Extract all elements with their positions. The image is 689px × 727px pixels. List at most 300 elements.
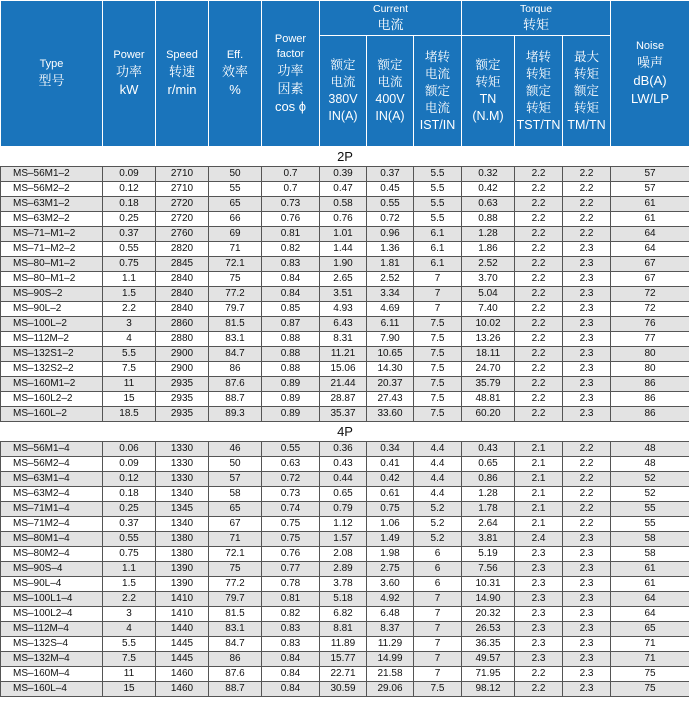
- cell-power-factor: 0.89: [262, 392, 320, 407]
- cell-power-factor: 0.81: [262, 592, 320, 607]
- cell-rated-torque: 14.90: [462, 592, 515, 607]
- cell-speed: 1410: [156, 607, 209, 622]
- cell-type: MS–160M1–2: [1, 377, 103, 392]
- cell-eff: 75: [209, 272, 262, 287]
- table-row: [1, 272, 689, 287]
- cell-tst-ratio: 2.2: [515, 242, 563, 257]
- cell-tst-ratio: 2.3: [515, 607, 563, 622]
- cell-rated-torque: 10.31: [462, 577, 515, 592]
- cell-rated-torque: 1.28: [462, 487, 515, 502]
- cell-rated-torque: 0.65: [462, 457, 515, 472]
- cell-eff: 55: [209, 182, 262, 197]
- table-row: [1, 392, 689, 407]
- header-tst: [515, 36, 563, 147]
- cell-rated-torque: 36.35: [462, 637, 515, 652]
- cell-rated-torque: 10.02: [462, 317, 515, 332]
- cell-power-factor: 0.84: [262, 272, 320, 287]
- cell-tst-ratio: 2.2: [515, 167, 563, 182]
- cell-tst-ratio: 2.2: [515, 302, 563, 317]
- cell-rated-torque: 48.81: [462, 392, 515, 407]
- cell-ist-ratio: 7.5: [414, 362, 462, 377]
- cell-eff: 79.7: [209, 302, 262, 317]
- cell-noise: 71: [611, 652, 689, 667]
- cell-tst-ratio: 2.2: [515, 332, 563, 347]
- cell-noise: 67: [611, 257, 689, 272]
- cell-current-380v: 35.37: [320, 407, 367, 422]
- cell-eff: 71: [209, 532, 262, 547]
- table-row: [1, 257, 689, 272]
- cell-tst-ratio: 2.3: [515, 652, 563, 667]
- cell-current-380v: 11.89: [320, 637, 367, 652]
- cell-power-factor: 0.73: [262, 197, 320, 212]
- cell-tst-ratio: 2.2: [515, 392, 563, 407]
- cell-power: 11: [103, 667, 156, 682]
- cell-ist-ratio: 7: [414, 287, 462, 302]
- cell-current-380v: 0.43: [320, 457, 367, 472]
- cell-speed: 2820: [156, 242, 209, 257]
- cell-rated-torque: 18.11: [462, 347, 515, 362]
- cell-ist-ratio: 6.1: [414, 227, 462, 242]
- cell-current-380v: 0.65: [320, 487, 367, 502]
- cell-ist-ratio: 7.5: [414, 347, 462, 362]
- cell-tm-ratio: 2.2: [563, 517, 611, 532]
- header-current-en: Current: [373, 3, 409, 15]
- cell-type: MS–100L2–4: [1, 607, 103, 622]
- cell-noise: 71: [611, 637, 689, 652]
- cell-speed: 1345: [156, 502, 209, 517]
- cell-power: 4: [103, 332, 156, 347]
- cell-current-400v: 0.37: [367, 167, 414, 182]
- header-tn: [462, 36, 515, 147]
- cell-current-380v: 21.44: [320, 377, 367, 392]
- cell-speed: 2935: [156, 377, 209, 392]
- cell-current-380v: 1.57: [320, 532, 367, 547]
- cell-current-380v: 1.12: [320, 517, 367, 532]
- table-row: [1, 167, 689, 182]
- cell-ist-ratio: 5.2: [414, 532, 462, 547]
- cell-ist-ratio: 5.5: [414, 167, 462, 182]
- cell-current-400v: 6.11: [367, 317, 414, 332]
- header-ist-l4: 电流: [425, 100, 451, 115]
- cell-tst-ratio: 2.2: [515, 257, 563, 272]
- header-ist: [414, 36, 462, 147]
- cell-ist-ratio: 7: [414, 592, 462, 607]
- cell-rated-torque: 0.32: [462, 167, 515, 182]
- cell-noise: 57: [611, 182, 689, 197]
- header-pf-cn1: 功率: [277, 62, 304, 78]
- cell-speed: 1330: [156, 472, 209, 487]
- cell-eff: 72.1: [209, 547, 262, 562]
- cell-speed: 1460: [156, 667, 209, 682]
- cell-power-factor: 0.82: [262, 607, 320, 622]
- header-i400: [367, 36, 414, 147]
- cell-rated-torque: 0.86: [462, 472, 515, 487]
- header-torque-group: [462, 1, 611, 36]
- cell-type: MS–100L1–4: [1, 592, 103, 607]
- cell-current-380v: 4.93: [320, 302, 367, 317]
- header-power-cn: 功率: [115, 64, 142, 79]
- table-row: [1, 592, 689, 607]
- cell-type: MS–80M2–4: [1, 547, 103, 562]
- cell-type: MS–71M2–4: [1, 517, 103, 532]
- cell-power-factor: 0.89: [262, 407, 320, 422]
- cell-current-380v: 0.58: [320, 197, 367, 212]
- cell-type: MS–56M2–2: [1, 182, 103, 197]
- cell-tm-ratio: 2.2: [563, 227, 611, 242]
- header-current-cn: 电流: [377, 17, 404, 32]
- header-i400-l1: 额定: [377, 58, 403, 72]
- cell-speed: 1380: [156, 547, 209, 562]
- cell-tm-ratio: 2.2: [563, 167, 611, 182]
- cell-current-380v: 5.18: [320, 592, 367, 607]
- cell-current-380v: 11.21: [320, 347, 367, 362]
- table-body: [1, 147, 689, 697]
- cell-noise: 61: [611, 212, 689, 227]
- cell-tst-ratio: 2.1: [515, 502, 563, 517]
- cell-tm-ratio: 2.2: [563, 197, 611, 212]
- cell-eff: 69: [209, 227, 262, 242]
- cell-power-factor: 0.84: [262, 682, 320, 697]
- cell-current-400v: 1.06: [367, 517, 414, 532]
- cell-tm-ratio: 2.3: [563, 637, 611, 652]
- cell-tm-ratio: 2.3: [563, 377, 611, 392]
- cell-speed: 2840: [156, 287, 209, 302]
- cell-speed: 2710: [156, 182, 209, 197]
- cell-current-380v: 0.44: [320, 472, 367, 487]
- cell-rated-torque: 49.57: [462, 652, 515, 667]
- header-tst-l2: 转矩: [526, 66, 552, 81]
- cell-current-400v: 20.37: [367, 377, 414, 392]
- cell-current-380v: 15.06: [320, 362, 367, 377]
- header-power: [103, 1, 156, 147]
- cell-ist-ratio: 7.5: [414, 377, 462, 392]
- cell-power: 4: [103, 622, 156, 637]
- section-header-4p: [1, 422, 689, 442]
- cell-tst-ratio: 2.2: [515, 272, 563, 287]
- cell-type: MS–132S1–2: [1, 347, 103, 362]
- header-tst-l4: 转矩: [526, 100, 552, 115]
- cell-tst-ratio: 2.1: [515, 457, 563, 472]
- cell-power-factor: 0.84: [262, 287, 320, 302]
- cell-tm-ratio: 2.3: [563, 682, 611, 697]
- header-i400-l2: 电流: [377, 75, 403, 89]
- cell-rated-torque: 60.20: [462, 407, 515, 422]
- header-tn-l3: TN: [479, 92, 497, 106]
- cell-rated-torque: 2.64: [462, 517, 515, 532]
- header-tn-l1: 额定: [475, 58, 501, 72]
- cell-speed: 2935: [156, 392, 209, 407]
- cell-noise: 65: [611, 622, 689, 637]
- cell-tst-ratio: 2.3: [515, 637, 563, 652]
- cell-rated-torque: 0.42: [462, 182, 515, 197]
- cell-noise: 57: [611, 167, 689, 182]
- cell-tst-ratio: 2.4: [515, 532, 563, 547]
- cell-power: 0.12: [103, 182, 156, 197]
- cell-noise: 64: [611, 607, 689, 622]
- cell-ist-ratio: 7.5: [414, 407, 462, 422]
- cell-ist-ratio: 7.5: [414, 682, 462, 697]
- cell-type: MS–56M1–4: [1, 442, 103, 457]
- cell-eff: 84.7: [209, 347, 262, 362]
- cell-current-400v: 6.48: [367, 607, 414, 622]
- section-label: 4P: [1, 422, 689, 442]
- cell-current-380v: 8.31: [320, 332, 367, 347]
- header-tm-l4: 转矩: [574, 100, 600, 115]
- cell-power: 3: [103, 607, 156, 622]
- cell-type: MS–132S–4: [1, 637, 103, 652]
- cell-ist-ratio: 5.2: [414, 517, 462, 532]
- cell-current-400v: 0.72: [367, 212, 414, 227]
- cell-power: 1.5: [103, 287, 156, 302]
- cell-type: MS–63M2–2: [1, 212, 103, 227]
- cell-ist-ratio: 7.5: [414, 392, 462, 407]
- cell-current-400v: 2.52: [367, 272, 414, 287]
- cell-noise: 55: [611, 517, 689, 532]
- cell-noise: 64: [611, 242, 689, 257]
- cell-eff: 57: [209, 472, 262, 487]
- header-noise-unit1: dB(A): [633, 73, 667, 88]
- cell-type: MS–160M–4: [1, 667, 103, 682]
- cell-current-400v: 4.69: [367, 302, 414, 317]
- cell-ist-ratio: 7.5: [414, 332, 462, 347]
- cell-current-380v: 0.36: [320, 442, 367, 457]
- cell-speed: 2720: [156, 197, 209, 212]
- cell-eff: 67: [209, 517, 262, 532]
- cell-rated-torque: 7.40: [462, 302, 515, 317]
- cell-power-factor: 0.76: [262, 212, 320, 227]
- cell-power: 0.25: [103, 212, 156, 227]
- header-power-unit: kW: [119, 82, 139, 97]
- cell-power: 1.1: [103, 272, 156, 287]
- cell-power: 0.55: [103, 532, 156, 547]
- cell-power: 7.5: [103, 362, 156, 377]
- cell-tst-ratio: 2.2: [515, 362, 563, 377]
- cell-power-factor: 0.83: [262, 622, 320, 637]
- table-row: [1, 487, 689, 502]
- cell-noise: 55: [611, 502, 689, 517]
- cell-power: 15: [103, 392, 156, 407]
- header-torque-cn: 转矩: [523, 17, 550, 32]
- cell-current-400v: 0.45: [367, 182, 414, 197]
- cell-noise: 72: [611, 287, 689, 302]
- cell-power-factor: 0.88: [262, 362, 320, 377]
- cell-current-400v: 0.61: [367, 487, 414, 502]
- cell-ist-ratio: 7: [414, 607, 462, 622]
- cell-rated-torque: 0.63: [462, 197, 515, 212]
- cell-power-factor: 0.84: [262, 667, 320, 682]
- cell-power-factor: 0.72: [262, 472, 320, 487]
- cell-tst-ratio: 2.2: [515, 377, 563, 392]
- cell-ist-ratio: 7: [414, 652, 462, 667]
- cell-speed: 1390: [156, 562, 209, 577]
- header-tm-l1: 最大: [574, 49, 600, 64]
- cell-noise: 61: [611, 197, 689, 212]
- table-row: [1, 652, 689, 667]
- cell-type: MS–63M2–4: [1, 487, 103, 502]
- cell-current-380v: 0.39: [320, 167, 367, 182]
- cell-eff: 88.7: [209, 392, 262, 407]
- cell-rated-torque: 5.04: [462, 287, 515, 302]
- cell-speed: 2710: [156, 167, 209, 182]
- cell-noise: 64: [611, 227, 689, 242]
- cell-eff: 88.7: [209, 682, 262, 697]
- cell-power-factor: 0.73: [262, 487, 320, 502]
- cell-power-factor: 0.85: [262, 302, 320, 317]
- cell-power: 0.55: [103, 242, 156, 257]
- cell-current-400v: 4.92: [367, 592, 414, 607]
- cell-power-factor: 0.82: [262, 242, 320, 257]
- cell-current-400v: 0.41: [367, 457, 414, 472]
- header-power-en: Power: [113, 49, 145, 61]
- cell-noise: 80: [611, 362, 689, 377]
- cell-current-400v: 0.42: [367, 472, 414, 487]
- cell-ist-ratio: 7.5: [414, 317, 462, 332]
- cell-tst-ratio: 2.1: [515, 487, 563, 502]
- cell-type: MS–56M2–4: [1, 457, 103, 472]
- header-speed-cn: 转速: [168, 64, 195, 79]
- table-row: [1, 197, 689, 212]
- cell-tm-ratio: 2.3: [563, 667, 611, 682]
- cell-type: MS–90S–2: [1, 287, 103, 302]
- cell-power-factor: 0.88: [262, 347, 320, 362]
- cell-current-380v: 28.87: [320, 392, 367, 407]
- cell-power: 0.09: [103, 457, 156, 472]
- header-ist-l2: 电流: [425, 66, 451, 81]
- cell-eff: 87.6: [209, 377, 262, 392]
- cell-current-400v: 0.96: [367, 227, 414, 242]
- cell-power: 0.18: [103, 197, 156, 212]
- cell-ist-ratio: 4.4: [414, 487, 462, 502]
- cell-eff: 86: [209, 652, 262, 667]
- table-row: [1, 547, 689, 562]
- cell-eff: 50: [209, 457, 262, 472]
- cell-noise: 75: [611, 682, 689, 697]
- cell-type: MS–160L–2: [1, 407, 103, 422]
- cell-current-380v: 30.59: [320, 682, 367, 697]
- cell-speed: 1390: [156, 577, 209, 592]
- header-i380-l4: IN(A): [328, 109, 358, 123]
- cell-current-400v: 2.75: [367, 562, 414, 577]
- cell-ist-ratio: 5.5: [414, 182, 462, 197]
- header-ist-l3: 额定: [425, 83, 451, 98]
- header-pf-en1: Power: [274, 32, 307, 45]
- cell-speed: 1340: [156, 487, 209, 502]
- cell-tst-ratio: 2.2: [515, 317, 563, 332]
- cell-rated-torque: 20.32: [462, 607, 515, 622]
- cell-rated-torque: 24.70: [462, 362, 515, 377]
- cell-type: MS–90S–4: [1, 562, 103, 577]
- cell-power: 5.5: [103, 637, 156, 652]
- table-row: [1, 242, 689, 257]
- table-row: [1, 212, 689, 227]
- cell-type: MS–56M1–2: [1, 167, 103, 182]
- cell-noise: 72: [611, 302, 689, 317]
- cell-noise: 61: [611, 562, 689, 577]
- cell-tm-ratio: 2.3: [563, 287, 611, 302]
- cell-type: MS–132S2–2: [1, 362, 103, 377]
- table-row: [1, 577, 689, 592]
- cell-tst-ratio: 2.1: [515, 472, 563, 487]
- cell-tst-ratio: 2.1: [515, 442, 563, 457]
- cell-eff: 83.1: [209, 622, 262, 637]
- cell-ist-ratio: 4.4: [414, 442, 462, 457]
- cell-speed: 2845: [156, 257, 209, 272]
- cell-tm-ratio: 2.3: [563, 652, 611, 667]
- table-row: [1, 682, 689, 697]
- cell-type: MS–90L–4: [1, 577, 103, 592]
- cell-current-380v: 0.76: [320, 212, 367, 227]
- cell-rated-torque: 5.19: [462, 547, 515, 562]
- cell-tm-ratio: 2.2: [563, 457, 611, 472]
- cell-noise: 58: [611, 547, 689, 562]
- cell-speed: 2900: [156, 347, 209, 362]
- cell-power: 0.06: [103, 442, 156, 457]
- cell-noise: 77: [611, 332, 689, 347]
- cell-noise: 52: [611, 472, 689, 487]
- header-tm-l2: 转矩: [574, 66, 600, 81]
- cell-current-400v: 10.65: [367, 347, 414, 362]
- header-pf-cn2: 因素: [277, 80, 304, 96]
- cell-eff: 66: [209, 212, 262, 227]
- cell-tst-ratio: 2.3: [515, 622, 563, 637]
- cell-type: MS–71–M1–2: [1, 227, 103, 242]
- cell-tst-ratio: 2.2: [515, 182, 563, 197]
- cell-power-factor: 0.74: [262, 502, 320, 517]
- cell-power: 1.1: [103, 562, 156, 577]
- cell-speed: 2880: [156, 332, 209, 347]
- cell-current-380v: 6.82: [320, 607, 367, 622]
- cell-rated-torque: 13.26: [462, 332, 515, 347]
- cell-tst-ratio: 2.2: [515, 287, 563, 302]
- cell-tm-ratio: 2.3: [563, 547, 611, 562]
- cell-noise: 86: [611, 377, 689, 392]
- header-type: [1, 1, 103, 147]
- header-noise-unit2: LW/LP: [631, 91, 670, 106]
- cell-type: MS–112M–4: [1, 622, 103, 637]
- cell-tm-ratio: 2.2: [563, 487, 611, 502]
- cell-tst-ratio: 2.3: [515, 562, 563, 577]
- cell-ist-ratio: 5.5: [414, 197, 462, 212]
- table-row: [1, 332, 689, 347]
- cell-current-400v: 1.36: [367, 242, 414, 257]
- cell-power: 0.25: [103, 502, 156, 517]
- header-tst-l3: 额定: [526, 83, 552, 98]
- cell-eff: 72.1: [209, 257, 262, 272]
- cell-type: MS–71–M2–2: [1, 242, 103, 257]
- cell-rated-torque: 0.88: [462, 212, 515, 227]
- table-row: [1, 517, 689, 532]
- cell-tm-ratio: 2.3: [563, 242, 611, 257]
- cell-tm-ratio: 2.3: [563, 332, 611, 347]
- cell-tst-ratio: 2.3: [515, 577, 563, 592]
- cell-ist-ratio: 6: [414, 577, 462, 592]
- cell-power-factor: 0.87: [262, 317, 320, 332]
- cell-noise: 58: [611, 532, 689, 547]
- cell-speed: 1380: [156, 532, 209, 547]
- cell-current-400v: 1.98: [367, 547, 414, 562]
- cell-current-380v: 2.89: [320, 562, 367, 577]
- cell-power-factor: 0.77: [262, 562, 320, 577]
- header-noise-cn: 噪声: [637, 55, 664, 70]
- header-tm: [563, 36, 611, 147]
- cell-type: MS–160L–4: [1, 682, 103, 697]
- table-row: [1, 377, 689, 392]
- cell-power: 0.18: [103, 487, 156, 502]
- cell-tm-ratio: 2.3: [563, 592, 611, 607]
- header-tst-l1: 堵转: [526, 49, 552, 64]
- cell-power-factor: 0.81: [262, 227, 320, 242]
- header-torque-en: Torque: [519, 3, 553, 15]
